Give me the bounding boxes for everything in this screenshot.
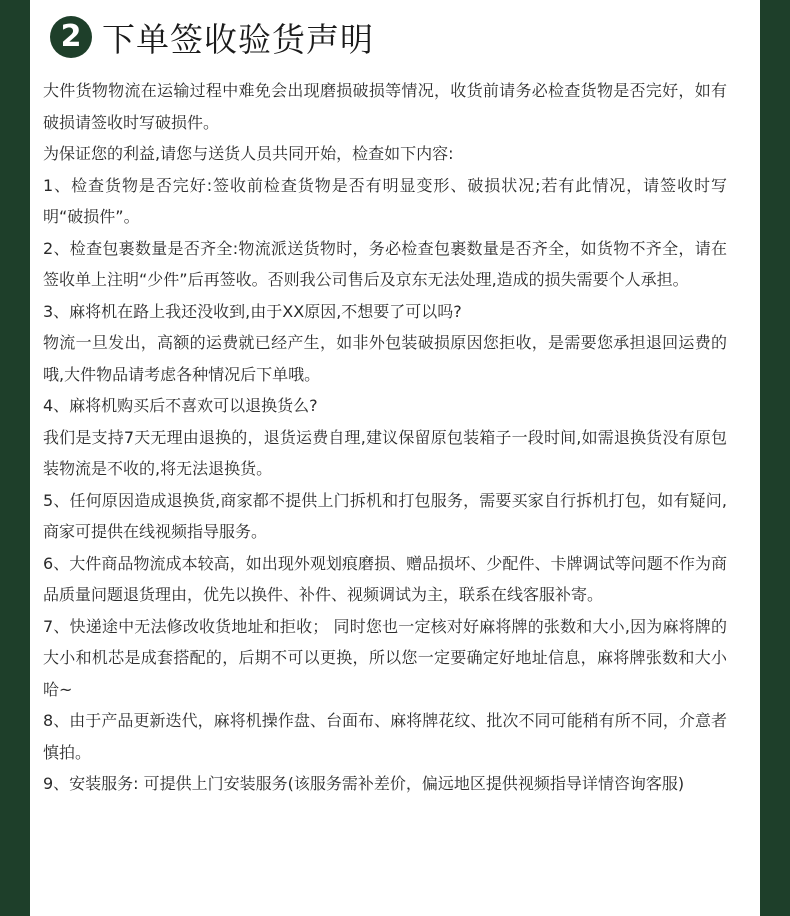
answer-3-paragraph: 物流一旦发出，高额的运费就已经产生，如非外包装破损原因您拒收，是需要您承担退回运费的哦,大件物品请考虑各种情况后下单哦。 xyxy=(43,333,727,384)
item-2-paragraph: 2、检查包裹数量是否齐全:物流派送货物时，务必检查包裹数量是否齐全，如货物不齐全，请在签收单上注明“少件”后再签收。否则我公司售后及京东无法处理,造成的损失需要个人承担。 xyxy=(43,238,727,289)
statement-body xyxy=(43,75,727,800)
item-8-paragraph: 8、由于产品更新迭代，麻将机操作盘、台面布、麻将牌花纹、批次不同可能稍有所不同，介意者慎拍。 xyxy=(43,711,727,762)
item-7-paragraph: 7、快递途中无法修改收货地址和拒收； 同时您也一定核对好麻将牌的张数和大小,因为麻将牌的大小和机芯是成套搭配的，后期不可以更换，所以您一定要确定好地址信息，麻将牌张数和大小哈~ xyxy=(43,616,727,699)
question-4-paragraph: 4、麻将机购买后不喜欢可以退换货么? xyxy=(43,396,318,415)
item-1-paragraph: 1、检查货物是否完好:签收前检查货物是否有明显变形、破损状况;若有此情况，请签收时写明“破损件”。 xyxy=(43,175,727,226)
item-6-paragraph: 6、大件商品物流成本较高，如出现外观划痕磨损、赠品损坏、少配件、卡牌调试等问题不作为商品质量问题退货理由，优先以换件、补件、视频调试为主，联系在线客服补寄。 xyxy=(43,553,727,604)
item-9-paragraph: 9、安装服务: 可提供上门安装服务(该服务需补差价，偏远地区提供视频指导详情咨询客服) xyxy=(43,774,685,793)
question-3-paragraph: 3、麻将机在路上我还没收到,由于XX原因,不想要了可以吗? xyxy=(43,301,462,321)
intro-paragraph: 大件货物物流在运输过程中难免会出现磨损破损等情况，收货前请务必检查货物是否完好，如有破损请签收时写破损件。 xyxy=(43,81,727,132)
section-header xyxy=(50,12,374,62)
answer-4-paragraph: 我们是支持7天无理由退换的，退货运费自理,建议保留原包装箱子一段时间,如需退换货没有原包装物流是不收的,将无法退换货。 xyxy=(43,427,727,478)
check-intro-paragraph: 为保证您的利益,请您与送货人员共同开始，检查如下内容: xyxy=(43,144,454,163)
page-title: 下单签收验货声明 xyxy=(102,19,374,59)
number-badge-icon: 2 xyxy=(50,16,92,58)
item-5-paragraph: 5、任何原因造成退换货,商家都不提供上门拆机和打包服务，需要买家自行拆机打包，如有疑问,商家可提供在线视频指导服务。 xyxy=(43,490,727,541)
